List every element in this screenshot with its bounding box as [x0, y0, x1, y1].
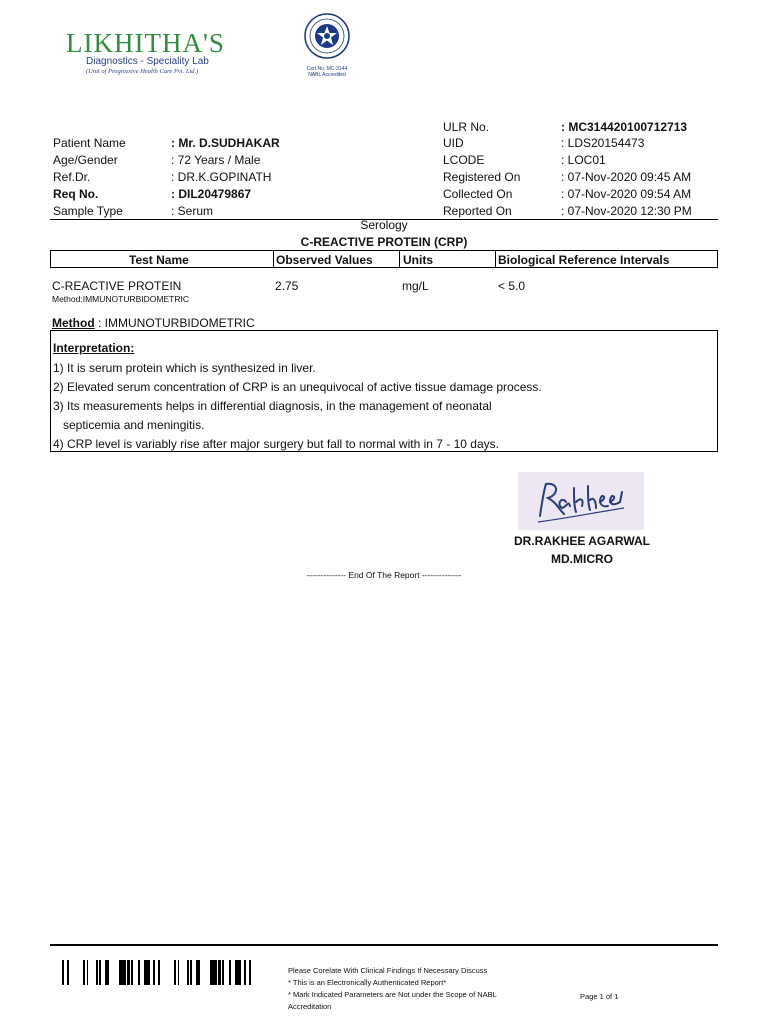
lab-logo-subtitle: Diagnostics - Speciality Lab	[86, 56, 209, 67]
footer-note: Accreditation	[288, 1002, 332, 1011]
req-no-value: : DIL20479867	[171, 187, 252, 201]
end-of-report: -------------- End Of The Report --------------	[306, 570, 462, 580]
req-no-label: Req No.	[53, 187, 99, 201]
registered-on-value: : 07-Nov-2020 09:45 AM	[561, 170, 692, 184]
age-gender-value: : 72 Years / Male	[171, 153, 261, 167]
sample-type-value: : Serum	[171, 204, 214, 218]
ulr-value: : MC314420100712713	[561, 120, 688, 134]
patient-name-label: Patient Name	[53, 136, 126, 150]
footer-divider	[50, 944, 718, 946]
column-divider	[495, 251, 496, 267]
header-units: Units	[403, 253, 433, 267]
footer-note: * This is an Electronically Authenticated Report*	[288, 978, 447, 987]
sample-type-label: Sample Type	[53, 204, 123, 218]
result-observed-value: 2.75	[275, 279, 299, 293]
column-divider	[273, 251, 274, 267]
result-units: mg/L	[402, 279, 429, 293]
method-label: Method	[52, 316, 95, 330]
collected-on-label: Collected On	[443, 187, 513, 201]
department-title: Serology	[360, 218, 408, 232]
interpretation-box	[50, 330, 718, 452]
lcode-label: LCODE	[443, 153, 485, 167]
barcode-icon	[62, 960, 264, 985]
footer-note: * Mark Indicated Parameters are Not under the Scope of NABL	[288, 990, 497, 999]
header-reference-intervals: Biological Reference Intervals	[498, 253, 670, 267]
nabl-cert-number: Cert.No. MC-3144	[306, 66, 348, 72]
nabl-accredited-label: NABL Accredited	[308, 72, 346, 78]
results-table-header	[50, 250, 718, 268]
result-reference-interval: < 5.0	[498, 279, 526, 293]
registered-on-label: Registered On	[443, 170, 521, 184]
column-divider	[399, 251, 400, 267]
interpretation-line: 4) CRP level is variably rise after major surgery but fall to normal with in 7 - 10 days.	[53, 437, 499, 451]
footer-note: Please Corelate With Clinical Findings If Necessary Discuss	[288, 966, 488, 975]
collected-on-value: : 07-Nov-2020 09:54 AM	[561, 187, 692, 201]
interpretation-line: 2) Elevated serum concentration of CRP is an unequivocal of active tissue damage process.	[53, 380, 542, 394]
interpretation-title: Interpretation:	[53, 341, 135, 355]
patient-name-value: : Mr. D.SUDHAKAR	[171, 136, 280, 150]
uid-value: : LDS20154473	[561, 136, 645, 150]
method-value: : IMMUNOTURBIDOMETRIC	[94, 316, 255, 330]
page-number: Page 1 of 1	[580, 992, 619, 1001]
reported-on-value: : 07-Nov-2020 12:30 PM	[561, 204, 692, 218]
signature-icon	[518, 472, 644, 530]
lab-logo-company: (Unit of Progressive Health Care Pvt. Ltd.)	[86, 68, 199, 75]
uid-label: UID	[443, 136, 464, 150]
nabl-accreditation-text	[296, 66, 358, 78]
ref-doctor-value: : DR.K.GOPINATH	[171, 170, 272, 184]
ulr-label: ULR No.	[443, 120, 490, 134]
ref-doctor-label: Ref.Dr.	[53, 170, 91, 184]
header-test-name: Test Name	[129, 253, 189, 267]
doctor-name: DR.RAKHEE AGARWAL	[513, 534, 650, 548]
lcode-value: : LOC01	[561, 153, 606, 167]
reported-on-label: Reported On	[443, 204, 512, 218]
result-test-name: C-REACTIVE PROTEIN	[52, 279, 182, 293]
result-test-method: Method:IMMUNOTURBIDOMETRIC	[52, 294, 189, 304]
lab-logo-title: LIKHITHA'S	[66, 28, 225, 58]
test-title: C-REACTIVE PROTEIN (CRP)	[300, 235, 468, 249]
doctor-qualification: MD.MICRO	[551, 552, 613, 566]
signature-image	[518, 472, 644, 530]
header-observed-values: Observed Values	[276, 253, 373, 267]
age-gender-label: Age/Gender	[53, 153, 118, 167]
interpretation-line: septicemia and meningitis.	[53, 418, 205, 432]
interpretation-line: 3) Its measurements helps in differential diagnosis, in the management of neonatal	[53, 399, 492, 413]
method-line	[52, 316, 255, 330]
interpretation-line: 1) It is serum protein which is synthesized in liver.	[53, 361, 316, 375]
